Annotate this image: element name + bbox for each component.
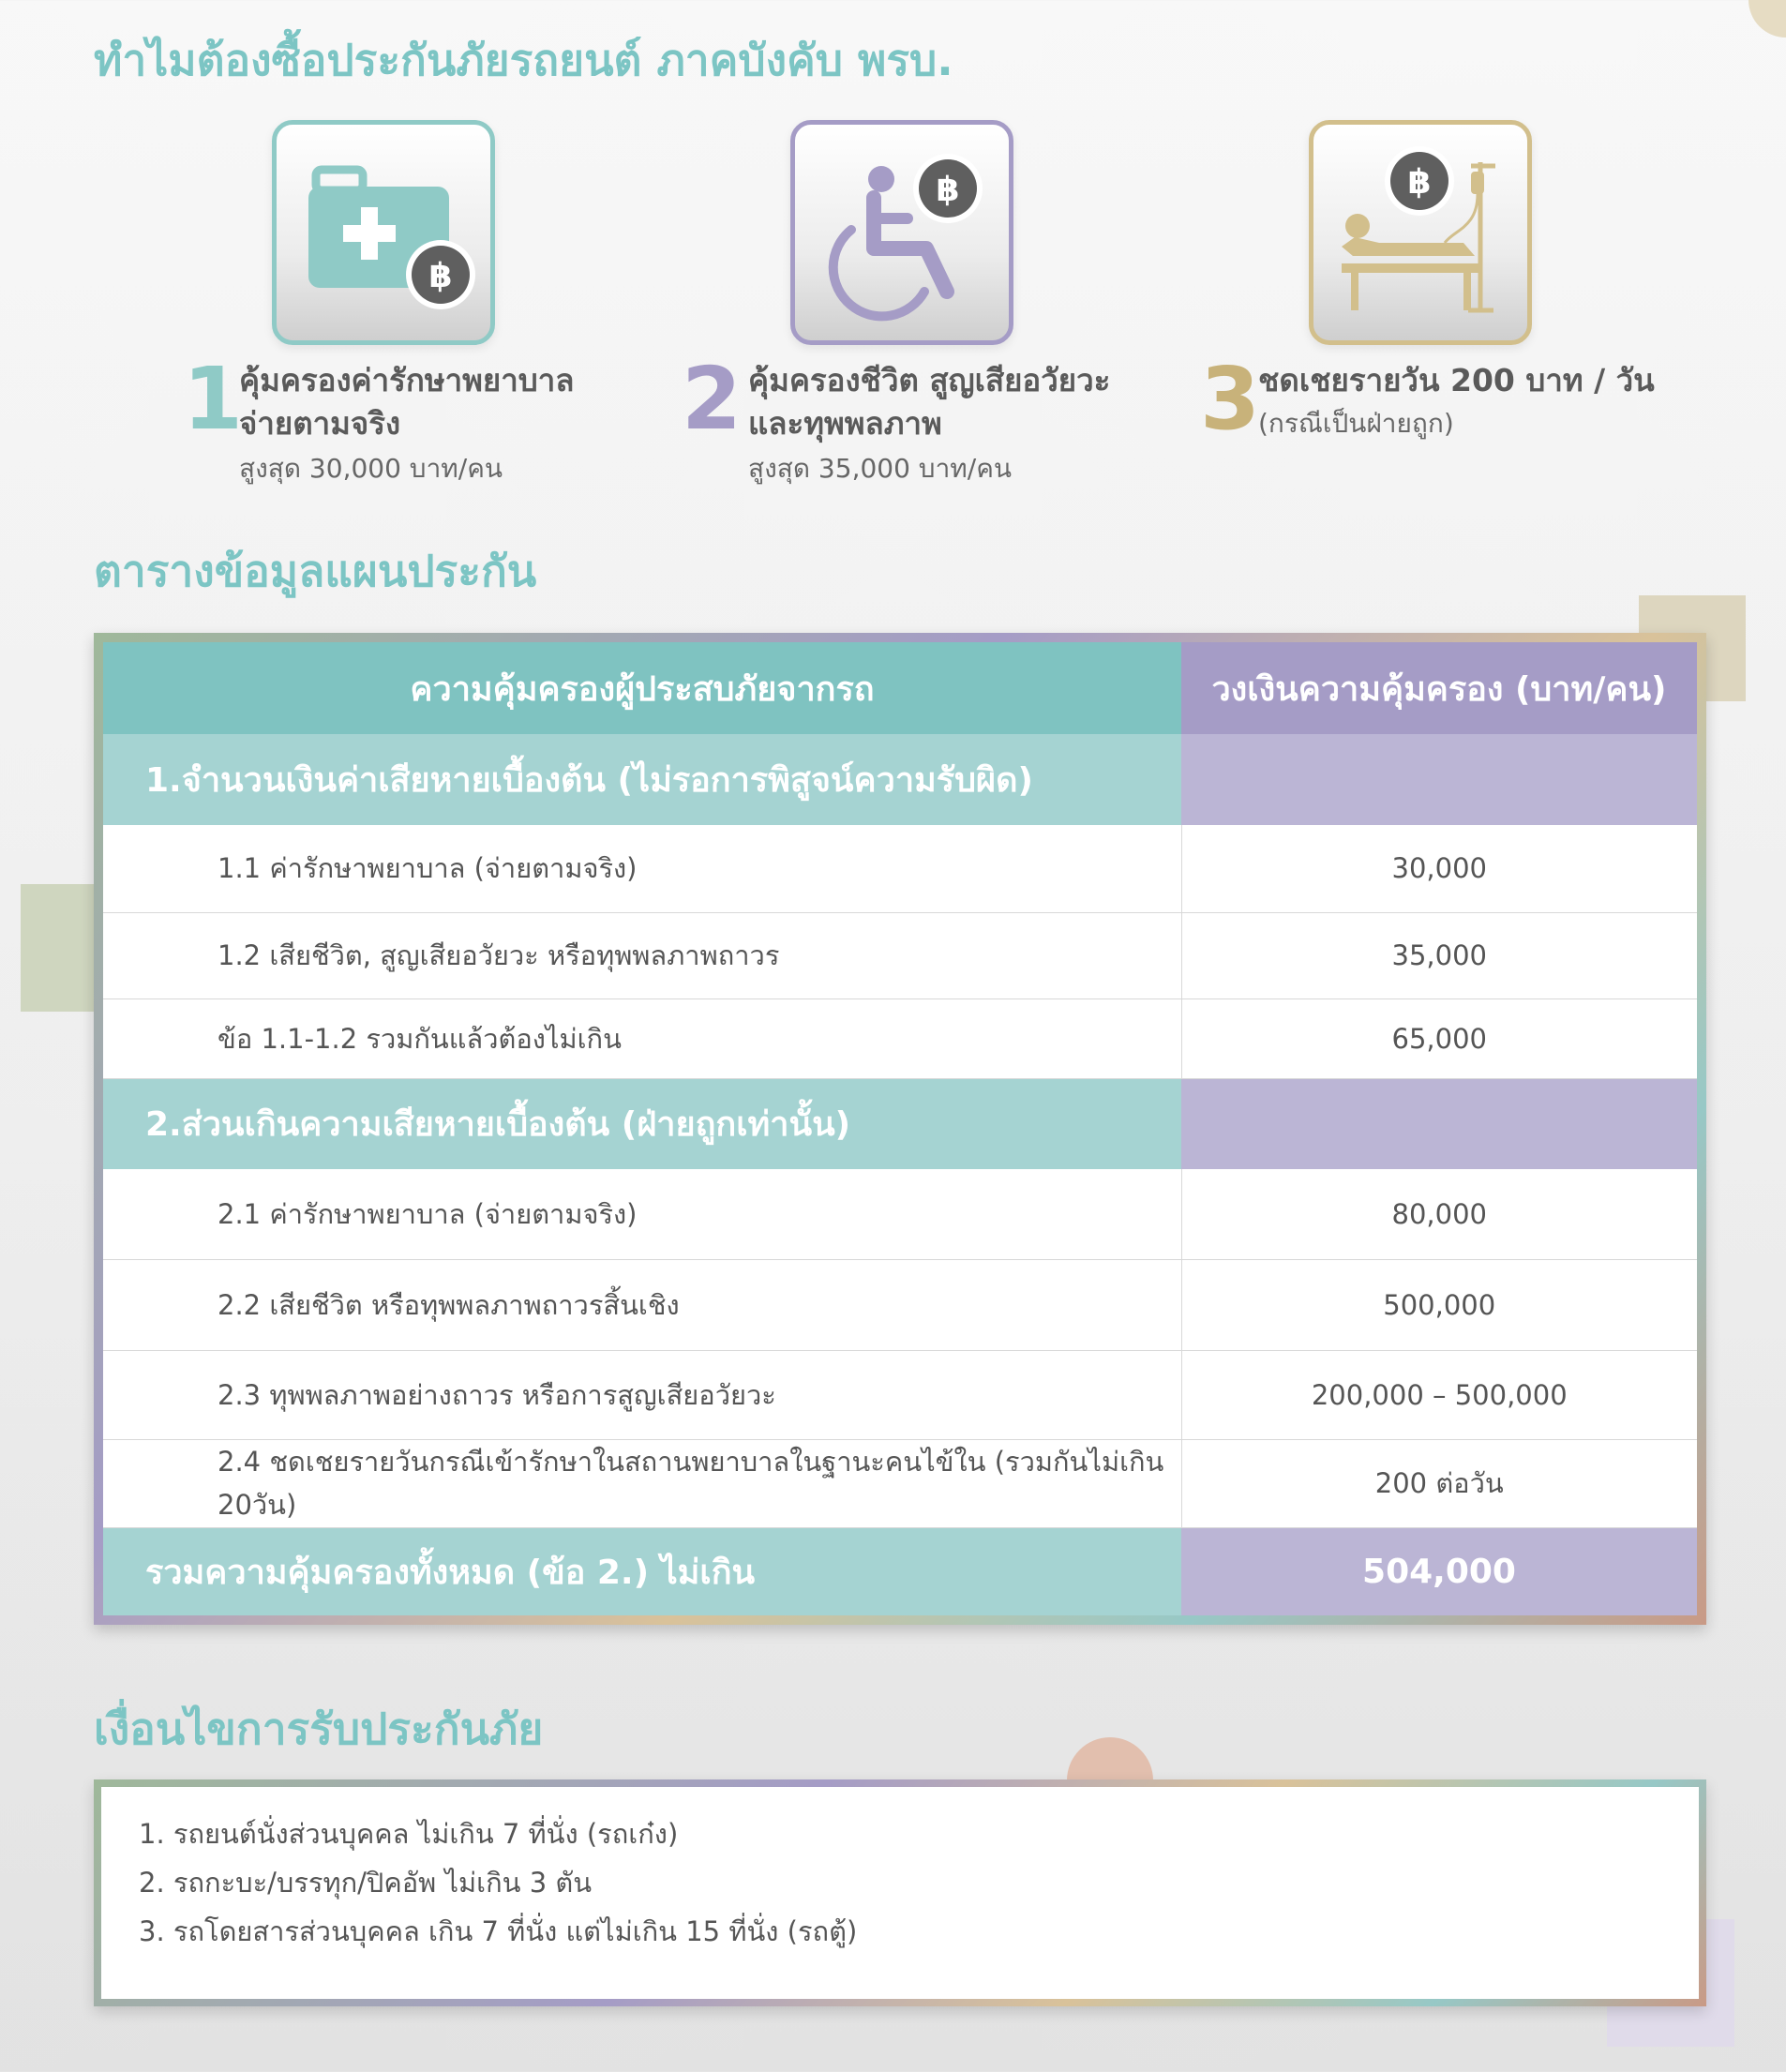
feature-3-title: ชดเชยรายวัน 200 บาท / วัน [1258, 362, 1655, 398]
header-amount: วงเงินความคุ้มครอง (บาท/คน) [1181, 642, 1697, 734]
feature-2-icon-box [790, 120, 1013, 345]
total-row [103, 1527, 1697, 1615]
feature-1-icon-box [272, 120, 495, 345]
hospital-bed-baht-icon [1313, 125, 1527, 340]
list-item: 1. รถยนต์นั่งส่วนบุคคล ไม่เกิน 7 ที่นั่ง (รถเก๋ง) [139, 1818, 679, 1850]
table-row [103, 1350, 1697, 1439]
row-value: 30,000 [1181, 825, 1697, 912]
list-item: 3. รถโดยสารส่วนบุคคล เกิน 7 ที่นั่ง แต่ไม่เกิน 15 ที่นั่ง (รถตู้) [139, 1915, 858, 1947]
feature-1-number: 1 [183, 349, 244, 449]
conditions-heading: เงื่อนไขการรับประกันภัย [94, 1704, 544, 1754]
section-2-value [1181, 1078, 1697, 1169]
row-label: 2.3 ทุพพลภาพอย่างถาวร หรือการสูญเสียอวัยวะ [103, 1350, 1181, 1439]
deco-square-sage [21, 884, 98, 1012]
row-value: 80,000 [1181, 1169, 1697, 1259]
table-row [103, 1439, 1697, 1527]
conditions-list [101, 1787, 1699, 1999]
svg-text:฿: ฿ [428, 257, 453, 295]
total-value: 504,000 [1181, 1527, 1697, 1615]
medical-kit-baht-icon [277, 125, 490, 340]
row-value: 200,000 – 500,000 [1181, 1350, 1697, 1439]
row-value: 500,000 [1181, 1259, 1697, 1350]
coverage-table [103, 642, 1697, 1615]
table-row [103, 1259, 1697, 1350]
feature-3-icon-box [1309, 120, 1532, 345]
coverage-table-card [94, 633, 1706, 1625]
table-heading: ตารางข้อมูลแผนประกัน [94, 546, 537, 596]
list-item: 2. รถกะบะ/บรรทุก/ปิคอัพ ไม่เกิน 3 ตัน [139, 1867, 593, 1899]
page-title: ทำไมต้องซื้อประกันภัยรถยนต์ ภาคบังคับ พรบ. [94, 35, 953, 85]
conditions-card [94, 1779, 1706, 2006]
table-row [103, 912, 1697, 998]
row-value: 35,000 [1181, 912, 1697, 998]
feature-1-subtitle: สูงสุด 30,000 บาท/คน [239, 453, 503, 484]
section-1-label: 1.จำนวนเงินค่าเสียหายเบื้องต้น (ไม่รอการพิสูจน์ความรับผิด) [103, 734, 1181, 825]
row-value: 200 ต่อวัน [1181, 1439, 1697, 1527]
row-label: 1.1 ค่ารักษาพยาบาล (จ่ายตามจริง) [103, 825, 1181, 912]
table-row [103, 998, 1697, 1078]
wheelchair-baht-icon [795, 125, 1009, 340]
row-label: 1.2 เสียชีวิต, สูญเสียอวัยวะ หรือทุพพลภาพถาวร [103, 912, 1181, 998]
row-value: 65,000 [1181, 998, 1697, 1078]
feature-1-title: คุ้มครองค่ารักษาพยาบาล จ่ายตามจริง [239, 362, 575, 442]
row-label: ข้อ 1.1-1.2 รวมกันแล้วต้องไม่เกิน [103, 998, 1181, 1078]
row-label: 2.2 เสียชีวิต หรือทุพพลภาพถาวรสิ้นเชิง [103, 1259, 1181, 1350]
section-1-value [1181, 734, 1697, 825]
feature-2-title: คุ้มครองชีวิต สูญเสียอวัยวะ และทุพพลภาพ [748, 362, 1111, 442]
deco-circle-top-right [1748, 0, 1786, 38]
section-row-1 [103, 734, 1697, 825]
section-2-label: 2.ส่วนเกินความเสียหายเบื้องต้น (ฝ่ายถูกเท่านั้น) [103, 1078, 1181, 1169]
table-row [103, 1169, 1697, 1259]
header-coverage: ความคุ้มครองผู้ประสบภัยจากรถ [103, 642, 1181, 734]
feature-2-subtitle: สูงสุด 35,000 บาท/คน [748, 453, 1013, 484]
total-label: รวมความคุ้มครองทั้งหมด (ข้อ 2.) ไม่เกิน [103, 1527, 1181, 1615]
feature-2-number: 2 [682, 349, 743, 449]
svg-text:฿: ฿ [1407, 163, 1432, 202]
section-row-2 [103, 1078, 1697, 1169]
svg-text:฿: ฿ [936, 171, 960, 209]
feature-3-subtitle: (กรณีเป็นฝ่ายถูก) [1258, 408, 1454, 439]
row-label: 2.4 ชดเชยรายวันกรณีเข้ารักษาในสถานพยาบาลในฐานะคนไข้ใน (รวมกันไม่เกิน 20วัน) [103, 1439, 1181, 1527]
table-row [103, 825, 1697, 912]
table-header-row [103, 642, 1697, 734]
feature-3-number: 3 [1200, 349, 1261, 449]
row-label: 2.1 ค่ารักษาพยาบาล (จ่ายตามจริง) [103, 1169, 1181, 1259]
